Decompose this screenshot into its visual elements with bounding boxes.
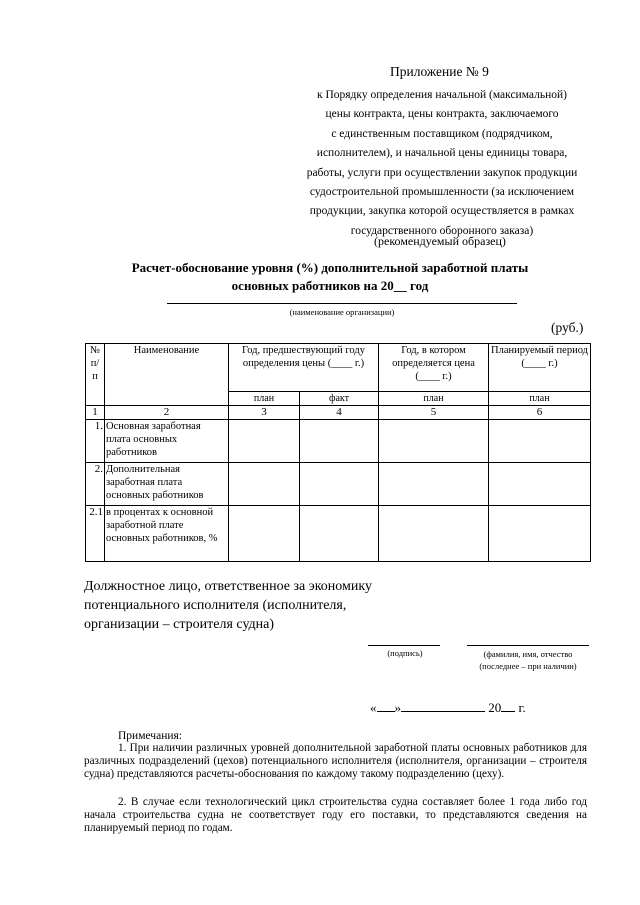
subheader-fact: факт <box>300 392 379 406</box>
header-num: № п/п <box>86 344 105 406</box>
date-year-prefix: 20 <box>488 700 502 715</box>
header-name: Наименование <box>105 344 229 406</box>
row-number: 2. <box>86 463 105 506</box>
column-number: 4 <box>300 406 379 420</box>
subheader-plan: план <box>489 392 591 406</box>
table-cell[interactable] <box>489 420 591 463</box>
header-current-year: Год, в котором определяется цена (____ г.) <box>379 344 489 392</box>
appendix-line: исполнителем), и начальной цены единицы товара, <box>316 147 568 160</box>
row-name: Дополнительная заработная плата основных работников <box>105 463 229 506</box>
column-number: 6 <box>489 406 591 420</box>
table-header-row <box>86 344 591 392</box>
full-name-caption <box>455 648 601 672</box>
sample-note: (рекомендуемый образец) <box>374 234 506 248</box>
appendix-line: с единственным поставщиком (подрядчиком, <box>331 127 553 140</box>
note-1: 1. При наличии различных уровней дополнительной заработной платы основных работников для различных подразделений (цехов) потенциального исполнителя (исполнителя, организации – строителя судна) представляются расчеты-обоснования по каждому такому подразделению (цеху). <box>84 742 587 781</box>
signature-caption: (подпись) <box>387 648 423 658</box>
appendix-line: цены контракта, цены контракта, заключаемого <box>325 108 559 121</box>
table-row <box>86 420 591 463</box>
date-year-suffix: г. <box>518 700 526 715</box>
table-cell[interactable] <box>229 506 300 562</box>
column-number: 2 <box>105 406 229 420</box>
date-open-quote: « <box>370 700 377 715</box>
currency-label: (руб.) <box>551 320 584 335</box>
table-cell[interactable] <box>379 420 489 463</box>
header-planned: Планируемый период (____ г.) <box>489 344 591 392</box>
table-cell[interactable] <box>379 463 489 506</box>
organization-caption: (наименование организации) <box>289 307 395 317</box>
row-name: в процентах к основной заработной плате основных работников, % <box>105 506 229 562</box>
table-cell[interactable] <box>379 506 489 562</box>
column-number-row <box>86 406 591 420</box>
table-row <box>86 463 591 506</box>
appendix-line: к Порядку определения начальной (максимальной) <box>316 89 567 101</box>
table-cell[interactable] <box>300 463 379 506</box>
signature-line[interactable] <box>368 645 440 646</box>
row-name: Основная заработная плата основных работников <box>105 420 229 463</box>
table-cell[interactable] <box>300 506 379 562</box>
table-cell[interactable] <box>489 463 591 506</box>
document-title <box>90 259 570 295</box>
appendix-title: Приложение № 9 <box>390 64 489 79</box>
table-row <box>86 506 591 562</box>
row-number: 1. <box>86 420 105 463</box>
appendix-reference <box>276 86 608 241</box>
document-title-line2: основных работников на 20__ год <box>231 278 429 293</box>
full-name-caption-line2: (последнее – при наличии) <box>479 661 577 671</box>
table-cell[interactable] <box>489 506 591 562</box>
column-number: 3 <box>229 406 300 420</box>
appendix-line: государственного оборонного заказа) <box>350 224 534 237</box>
appendix-line: работы, услуги при осуществлении закупок продукции <box>306 166 578 179</box>
column-number: 5 <box>379 406 489 420</box>
date-day-blank[interactable] <box>377 699 395 712</box>
notes-heading: Примечания: <box>118 730 182 742</box>
date-month-blank[interactable] <box>401 699 485 712</box>
column-number: 1 <box>86 406 105 420</box>
appendix-line: продукции, закупка которой осуществляется в рамках <box>309 205 575 218</box>
subheader-plan: план <box>229 392 300 406</box>
document-title-line1: Расчет-обоснование уровня (%) дополнительной заработной платы <box>131 260 529 275</box>
header-prev-year: Год, предшествующий году определения цены (____ г.) <box>229 344 379 392</box>
table-cell[interactable] <box>229 420 300 463</box>
date-close-quote: » <box>394 700 401 715</box>
table-cell[interactable] <box>300 420 379 463</box>
subheader-plan: план <box>379 392 489 406</box>
responsible-official: Должностное лицо, ответственное за экономику потенциального исполнителя (исполнителя, организации – строителя судна) <box>84 579 372 632</box>
note-2: 2. В случае если технологический цикл строительства судна составляет более 1 года либо год начала строительства судна не соответствует году его поставки, то представляются сведения на планируемый период по годам. <box>84 796 587 835</box>
date-year-blank[interactable] <box>501 699 515 712</box>
appendix-line: судостроительной промышленности (за исключением <box>309 186 575 199</box>
full-name-caption-line1: (фамилия, имя, отчество <box>483 649 573 659</box>
table-cell[interactable] <box>229 463 300 506</box>
row-number: 2.1 <box>86 506 105 562</box>
organization-name-line[interactable] <box>167 303 517 304</box>
date-field <box>370 699 526 716</box>
calculation-table <box>85 343 591 562</box>
full-name-line[interactable] <box>467 645 589 646</box>
